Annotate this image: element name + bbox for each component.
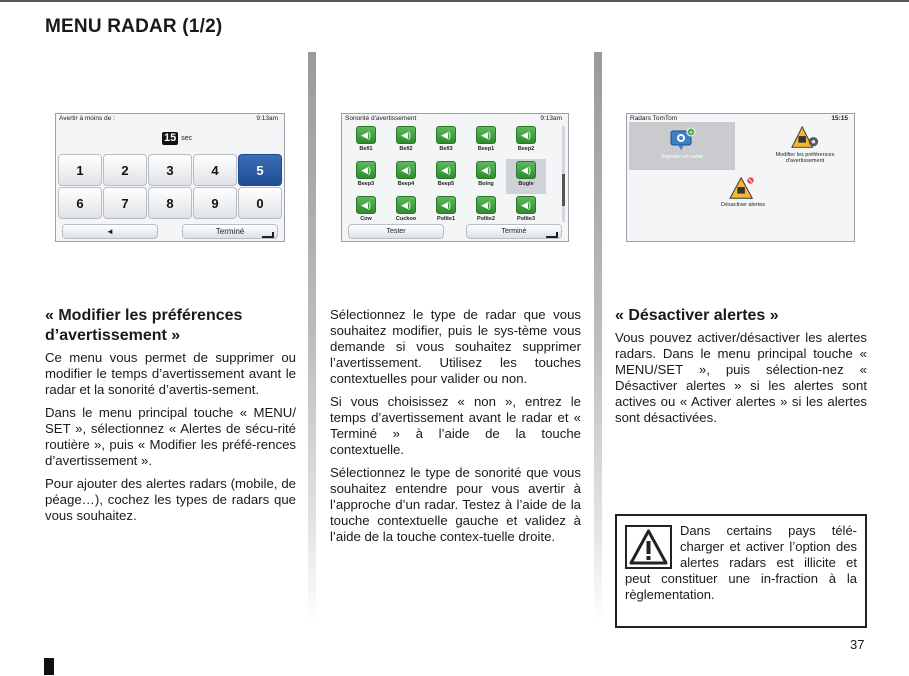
- disable-alerts-item[interactable]: [713, 172, 773, 222]
- chapter-tab-marker: [44, 658, 54, 675]
- screen-header: [56, 114, 284, 124]
- screen-header-label: Sonorité d'avertissement: [345, 115, 417, 122]
- sound-label: Polite2: [476, 216, 496, 222]
- warning-text: Dans certains pays télé-charger et activer l’option des alertes radars est illicite et peut constituer une in-fraction à la règlementation.: [625, 523, 857, 602]
- paragraph: Pour ajouter des alertes radars (mobile, de péage…), cochez les types de radars que vous souhaitez.: [45, 476, 296, 523]
- test-button[interactable]: Tester: [348, 224, 444, 239]
- speaker-icon: ◀): [356, 196, 376, 214]
- column-separator: [594, 52, 602, 622]
- warning-time-screen: [55, 113, 285, 242]
- sound-option-selected[interactable]: [506, 159, 546, 194]
- paragraph: Dans le menu principal touche « MENU/ SET », sélectionnez « Alertes de sécu-rité routière », puis « Modifier les préfé-rences d’avertissement ».: [45, 405, 296, 468]
- keypad-key-7[interactable]: 7: [103, 187, 147, 219]
- report-radar-icon: [668, 126, 696, 154]
- softkey-bar: [342, 222, 568, 241]
- sound-option[interactable]: [466, 124, 506, 159]
- column-warning-preferences: [45, 306, 296, 531]
- speaker-icon: ◀): [516, 126, 536, 144]
- speaker-icon: ◀): [436, 161, 456, 179]
- sound-label: Cow: [360, 216, 372, 222]
- page-number: 37: [850, 637, 865, 652]
- keypad-key-4[interactable]: 4: [193, 154, 237, 186]
- warning-time-display: [162, 132, 192, 145]
- keypad-key-0[interactable]: 0: [238, 187, 282, 219]
- screen-clock: 15:15: [831, 115, 848, 122]
- legal-warning-box: [615, 514, 867, 628]
- speaker-icon: ◀): [396, 161, 416, 179]
- sound-label: Polite1: [436, 216, 456, 222]
- keypad-key-1[interactable]: 1: [58, 154, 102, 186]
- sound-label: Bell1: [359, 146, 373, 152]
- keypad-key-3[interactable]: 3: [148, 154, 192, 186]
- sound-label: Cuckoo: [395, 216, 417, 222]
- keypad-key-5[interactable]: 5: [238, 154, 282, 186]
- speaker-icon: ◀): [476, 196, 496, 214]
- sound-label: Bell3: [439, 146, 453, 152]
- sound-option[interactable]: [386, 159, 426, 194]
- sound-label: Boing: [478, 181, 494, 187]
- screen-clock: 9:13am: [256, 115, 278, 122]
- sound-label: Beep1: [477, 146, 495, 152]
- back-button[interactable]: ◄: [62, 224, 158, 239]
- speaker-icon: ◀): [476, 126, 496, 144]
- sound-option[interactable]: [426, 124, 466, 159]
- sound-grid: [346, 124, 546, 229]
- sound-label: Beep2: [517, 146, 535, 152]
- sound-label: Bell2: [399, 146, 413, 152]
- sound-label: Polite3: [516, 216, 536, 222]
- keypad-key-2[interactable]: 2: [103, 154, 147, 186]
- top-rule: [0, 0, 909, 2]
- done-button[interactable]: Terminé: [466, 224, 562, 239]
- page-title: MENU RADAR (1/2): [45, 16, 223, 37]
- sound-option[interactable]: [346, 159, 386, 194]
- radar-alert-off-icon: [729, 174, 757, 202]
- scrollbar[interactable]: [562, 126, 565, 222]
- section-heading: « Désactiver alertes »: [615, 307, 779, 324]
- speaker-icon: ◀): [436, 196, 456, 214]
- sound-label: Beep3: [357, 181, 375, 187]
- screen-header-label: Radars TomTom: [630, 115, 678, 122]
- speaker-icon: ◀): [476, 161, 496, 179]
- speaker-icon: ◀): [436, 126, 456, 144]
- svg-text:+: +: [688, 129, 694, 137]
- column-instructions: [330, 307, 581, 552]
- sound-option[interactable]: [386, 124, 426, 159]
- paragraph: Sélectionnez le type de radar que vous souhaitez modifier, puis le sys-tème vous demande si vous souhaitez supprimer l’avertissement. Utilisez les touches contextuelles pour valider ou non.: [330, 307, 581, 386]
- radar-settings-icon: [791, 124, 819, 152]
- speaker-icon: ◀): [356, 126, 376, 144]
- speaker-icon: ◀): [356, 161, 376, 179]
- warning-time-unit: sec: [181, 135, 193, 142]
- disable-alerts-label: Désactiver alertes: [720, 202, 766, 208]
- numeric-keypad: [58, 154, 284, 219]
- screen-header: [342, 114, 568, 124]
- sound-option[interactable]: [426, 159, 466, 194]
- speaker-icon: ◀): [396, 126, 416, 144]
- column-disable-alerts: [615, 306, 867, 433]
- tomtom-radars-screen: [626, 113, 855, 242]
- paragraph: Ce menu vous permet de supprimer ou modifier le temps d’avertissement avant le radar et la sonorité d’avertis-sement.: [45, 350, 296, 397]
- report-radar-label: Signaler un radar: [660, 154, 704, 160]
- warning-sound-screen: [341, 113, 569, 242]
- screen-clock: 9:13am: [540, 115, 562, 122]
- right-softkey-corner: [262, 232, 274, 238]
- speaker-icon: ◀): [396, 196, 416, 214]
- screen-header-label: Avertir à moins de :: [59, 115, 115, 122]
- warning-triangle-icon: [625, 525, 672, 569]
- softkey-bar: [56, 222, 284, 241]
- paragraph: Vous pouvez activer/désactiver les alertes radars. Dans le menu principal touche « MENU/SET », puis sélection-nez « Désactiver alertes » si les alertes sont actives ou « Activer alertes » si les alertes sont désactivées.: [615, 330, 867, 425]
- sound-option[interactable]: [506, 124, 546, 159]
- done-button[interactable]: Terminé: [182, 224, 278, 239]
- warning-prefs-label: Modifier les préférences d'avertissement: [775, 152, 835, 164]
- sound-label: Bugle: [518, 181, 534, 187]
- section-heading: « Modifier les préférences d’avertissement »: [45, 307, 243, 344]
- keypad-key-6[interactable]: 6: [58, 187, 102, 219]
- sound-label: Beep4: [397, 181, 415, 187]
- warning-prefs-item[interactable]: [765, 122, 845, 170]
- column-separator: [308, 52, 316, 622]
- warning-time-value: 15: [164, 132, 177, 144]
- right-softkey-corner: [546, 232, 558, 238]
- paragraph: Si vous choisissez « non », entrez le temps d’avertissement avant le radar et « Terminé » à l’aide de la touche contextuelle.: [330, 394, 581, 457]
- sound-option[interactable]: [346, 124, 386, 159]
- paragraph: Sélectionnez le type de sonorité que vous souhaitez entendre pour vous avertir à l’approche d’un radar. Testez à l’aide de la touche contextuelle gauche et validez à l’aide de la touche contex-tuelle droite.: [330, 465, 581, 544]
- sound-option[interactable]: [466, 159, 506, 194]
- sound-label: Beep5: [437, 181, 455, 187]
- keypad-key-9[interactable]: 9: [193, 187, 237, 219]
- speaker-icon: ◀): [516, 161, 536, 179]
- keypad-key-8[interactable]: 8: [148, 187, 192, 219]
- report-radar-item[interactable]: [629, 122, 735, 170]
- speaker-icon: ◀): [516, 196, 536, 214]
